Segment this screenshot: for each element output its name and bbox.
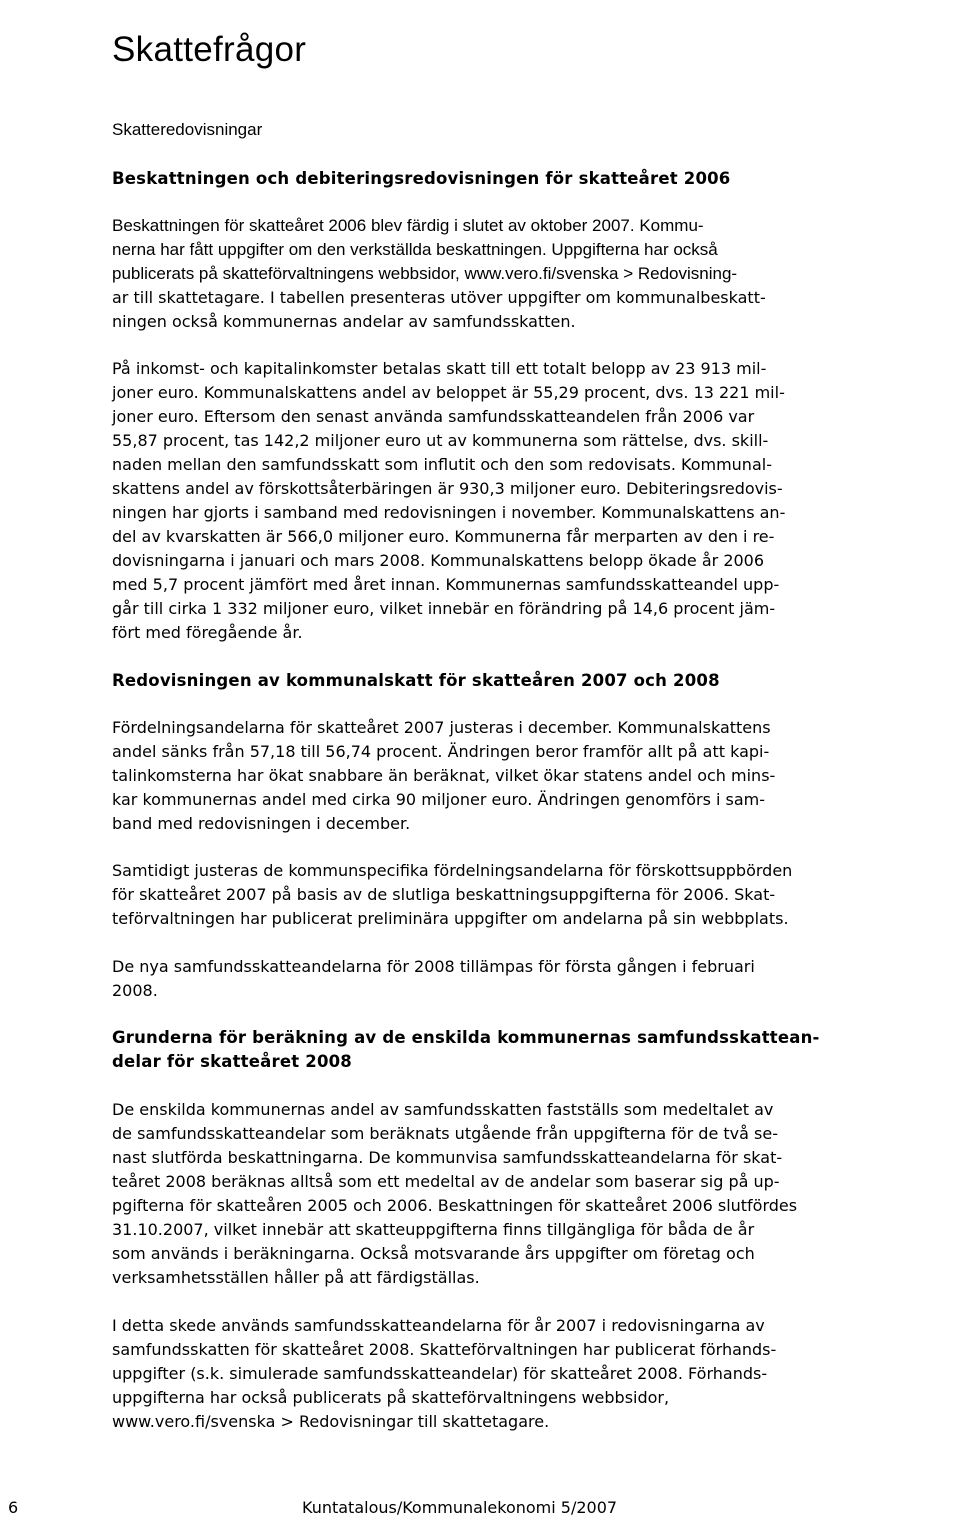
paragraph-line: ningen också kommunernas andelar av samfundsskatten. <box>112 312 576 331</box>
paragraph-line: fört med föregående år. <box>112 623 303 642</box>
paragraph-line: Beskattningen för skatteåret 2006 blev färdig i slutet av oktober 2007. Kommu- <box>112 216 704 235</box>
paragraph-line: nerna har fått uppgifter om den verkställda beskattningen. Uppgifterna har också <box>112 240 718 259</box>
paragraph-line: De nya samfundsskatteandelarna för 2008 tillämpas för första gången i februari <box>112 957 755 976</box>
section-subtitle: Skatteredovisningar <box>112 120 263 139</box>
publication-source: Kuntatalous/Kommunalekonomi 5/2007 <box>302 1498 618 1517</box>
section-heading-line: Beskattningen och debiteringsredovisningen för skatteåret 2006 <box>112 169 731 188</box>
paragraph-line: 55,87 procent, tas 142,2 miljoner euro ut av kommunerna som rättelse, dvs. skill- <box>112 431 769 450</box>
paragraph-line: nast slutförda beskattningarna. De kommunvisa samfundsskatteandelarna för skat- <box>112 1148 783 1167</box>
paragraph-line: 2008. <box>112 981 158 1000</box>
paragraph-line: kar kommunernas andel med cirka 90 miljoner euro. Ändringen genomförs i sam- <box>112 790 766 809</box>
paragraph-line: joner euro. Kommunalskattens andel av beloppet är 55,29 procent, dvs. 13 221 mil- <box>112 383 785 402</box>
paragraph-line: ar till skattetagare. I tabellen presenteras utöver uppgifter om kommunalbeskatt- <box>112 288 766 307</box>
paragraph-line: samfundsskatten för skatteåret 2008. Skatteförvaltningen har publicerat förhands- <box>112 1340 777 1359</box>
paragraph-line: Fördelningsandelarna för skatteåret 2007 justeras i december. Kommunalskattens <box>112 718 771 737</box>
paragraph-line: som används i beräkningarna. Också motsvarande års uppgifter om företag och <box>112 1244 755 1263</box>
paragraph-line: teåret 2008 beräknas alltså som ett medeltal av de andelar som baserar sig på up- <box>112 1172 780 1191</box>
paragraph-line: för skatteåret 2007 på basis av de slutliga beskattningsuppgifterna för 2006. Skat- <box>112 885 776 904</box>
section-heading-line: Grunderna för beräkning av de enskilda kommunernas samfundsskattean- <box>112 1028 820 1047</box>
paragraph-line: joner euro. Eftersom den senast använda samfundsskatteandelen från 2006 var <box>112 407 755 426</box>
page-number: 6 <box>8 1498 19 1517</box>
paragraph-line: 31.10.2007, vilket innebär att skatteuppgifterna finns tillgängliga för båda de år <box>112 1220 755 1239</box>
section-heading-line: Redovisningen av kommunalskatt för skatteåren 2007 och 2008 <box>112 671 720 690</box>
paragraph-line: www.vero.fi/svenska > Redovisningar till skattetagare. <box>112 1412 550 1431</box>
paragraph-line: publicerats på skatteförvaltningens webbsidor, www.vero.fi/svenska > Redovisning- <box>112 264 738 283</box>
paragraph-line: skattens andel av förskottsåterbäringen är 930,3 miljoner euro. Debiteringsredovis- <box>112 479 783 498</box>
paragraph-line: går till cirka 1 332 miljoner euro, vilket innebär en förändring på 14,6 procent jäm- <box>112 599 776 618</box>
paragraph-line: ningen har gjorts i samband med redovisningen i november. Kommunalskattens an- <box>112 503 786 522</box>
paragraph-line: dovisningarna i januari och mars 2008. Kommunalskattens belopp ökade år 2006 <box>112 551 765 570</box>
paragraph-line: band med redovisningen i december. <box>112 814 411 833</box>
paragraph-line: teförvaltningen har publicerat preliminära uppgifter om andelarna på sin webbplats. <box>112 909 789 928</box>
paragraph-line: verksamhetsställen håller på att färdigställas. <box>112 1268 480 1287</box>
paragraph-line: I detta skede används samfundsskatteandelarna för år 2007 i redovisningarna av <box>112 1316 765 1335</box>
paragraph-line: På inkomst- och kapitalinkomster betalas skatt till ett totalt belopp av 23 913 mil- <box>112 359 767 378</box>
page-title: Skattefrågor <box>112 30 307 69</box>
paragraph-line: naden mellan den samfundsskatt som influtit och den som redovisats. Kommunal- <box>112 455 772 474</box>
paragraph-line: uppgifterna har också publicerats på skatteförvaltningens webbsidor, <box>112 1388 670 1407</box>
paragraph-line: med 5,7 procent jämfört med året innan. Kommunernas samfundsskatteandel upp- <box>112 575 780 594</box>
paragraph-line: del av kvarskatten är 566,0 miljoner euro. Kommunerna får merparten av den i re- <box>112 527 775 546</box>
paragraph-line: andel sänks från 57,18 till 56,74 procent. Ändringen beror framför allt på att kapi- <box>112 742 770 761</box>
paragraph-line: pgifterna för skatteåren 2005 och 2006. Beskattningen för skatteåret 2006 slutfördes <box>112 1196 798 1215</box>
paragraph-line: De enskilda kommunernas andel av samfundsskatten fastställs som medeltalet av <box>112 1100 774 1119</box>
section-heading-line: delar för skatteåret 2008 <box>112 1052 352 1071</box>
paragraph-line: de samfundsskatteandelar som beräknats utgående från uppgifterna för de två se- <box>112 1124 778 1143</box>
paragraph-line: uppgifter (s.k. simulerade samfundsskatteandelar) för skatteåret 2008. Förhands- <box>112 1364 768 1383</box>
paragraph-line: talinkomsterna har ökat snabbare än beräknat, vilket ökar statens andel och mins- <box>112 766 776 785</box>
paragraph-line: Samtidigt justeras de kommunspecifika fördelningsandelarna för förskottsuppbörden <box>112 861 793 880</box>
